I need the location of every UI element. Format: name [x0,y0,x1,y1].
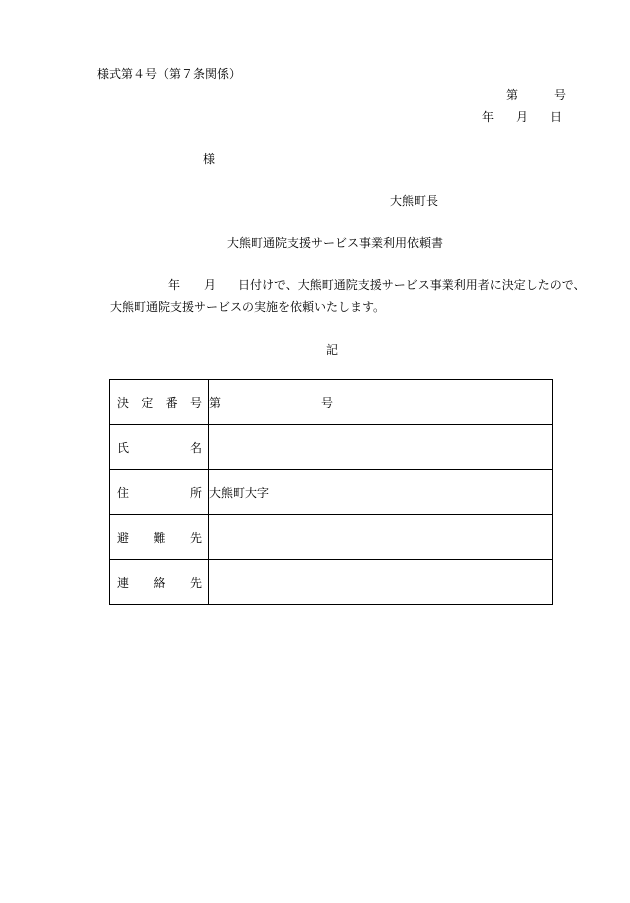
body-line1-text: 日付けで、大熊町通院支援サービス事業利用者に決定したので、 [238,278,586,292]
label-evacuation-site [110,515,209,560]
label-char: 難 [153,530,166,545]
label-address [110,470,209,515]
value-name[interactable] [209,425,553,470]
record-table [109,379,553,605]
label-char: 名 [189,440,202,455]
label-char: 定 [141,395,154,410]
label-char: 先 [189,575,202,590]
date-day: 日 [550,110,563,124]
label-decision-number [110,380,209,425]
body-month: 月 [204,278,217,292]
value-number-suffix: 号 [321,395,334,410]
label-char: 決 [117,395,130,410]
date-month: 月 [516,110,529,124]
table-row [110,425,553,470]
form-number: 様式第４号（第７条関係） [97,67,242,81]
body-year: 年 [168,278,181,292]
ki-heading: 記 [326,343,339,357]
issue-number-prefix: 第 [506,88,519,102]
table-row [110,380,553,425]
label-contact [110,560,209,605]
label-char: 所 [189,485,202,500]
table-row [110,560,553,605]
label-char: 住 [117,485,130,500]
label-name [110,425,209,470]
date-year: 年 [482,110,495,124]
table-row [110,470,553,515]
table-row [110,515,553,560]
value-decision-number[interactable] [209,380,553,425]
body-line-2: 大熊町通院支援サービスの実施を依頼いたします。 [110,300,386,314]
value-contact[interactable] [209,560,553,605]
value-number-prefix: 第 [209,395,222,410]
sender-name: 大熊町長 [390,194,439,208]
issue-number [506,87,566,103]
label-char: 避 [117,530,130,545]
value-address[interactable]: 大熊町大字 [209,470,553,515]
label-char: 絡 [153,575,166,590]
document-title: 大熊町通院支援サービス事業利用依頼書 [227,236,444,250]
label-char: 番 [165,395,178,410]
label-char: 氏 [117,440,130,455]
issue-date [482,109,562,125]
body-line-1 [168,277,586,293]
value-evacuation-site[interactable] [209,515,553,560]
label-char: 連 [117,575,130,590]
label-char: 号 [189,395,202,410]
label-char: 先 [189,530,202,545]
issue-number-suffix: 号 [554,88,567,102]
addressee-suffix: 様 [203,152,216,166]
